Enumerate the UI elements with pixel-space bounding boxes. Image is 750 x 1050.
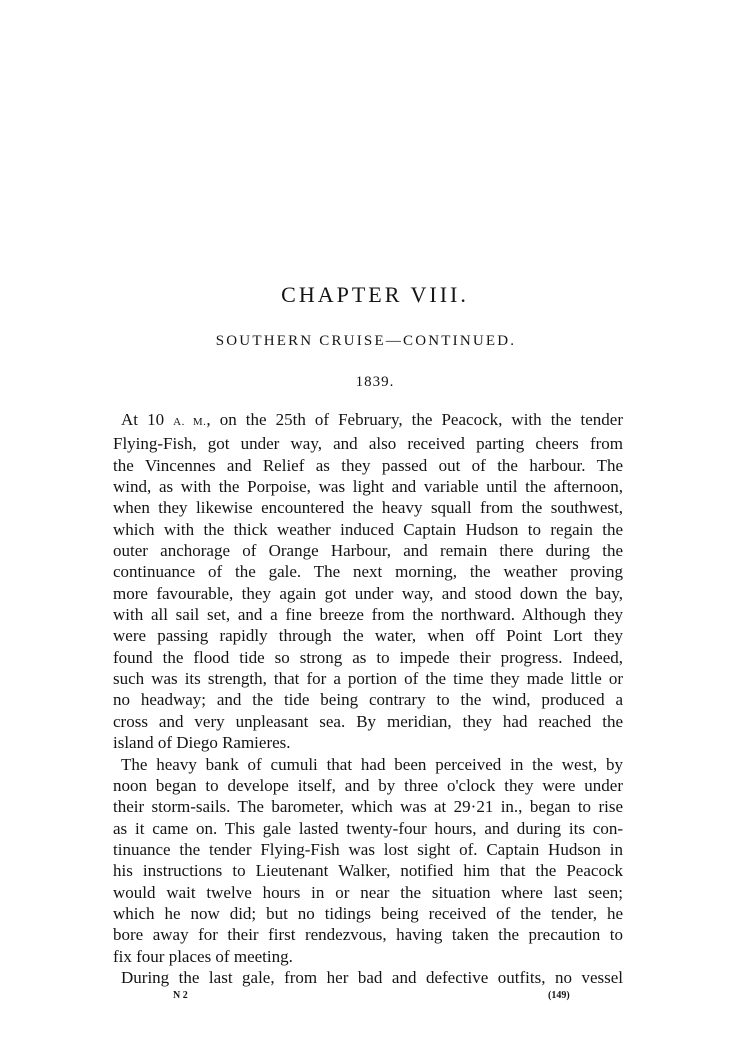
signature-mark: N 2 — [173, 990, 188, 1001]
chapter-title: CHAPTER VIII. — [281, 282, 469, 307]
text-line: the Vincennes and Relief as they passed out of the harbour. The — [113, 455, 623, 475]
text-line: noon began to develope itself, and by three o'clock they were under — [113, 775, 623, 795]
chapter-subtitle: SOUTHERN CRUISE—CONTINUED. — [215, 333, 517, 349]
text-line: wind, as with the Porpoise, was light and variable until the afternoon, — [113, 477, 623, 497]
text-line: found the flood tide so strong as to impede their progress. Indeed, — [113, 647, 623, 667]
text-line: continuance of the gale. The next morning, the weather proving — [113, 562, 623, 582]
text-line: bore away for their first rendezvous, having taken the precaution to — [113, 925, 623, 945]
text-line — [113, 409, 623, 433]
paragraph-2 — [113, 754, 623, 967]
text-line: such was its strength, that for a portion of the time they made little or — [113, 669, 623, 689]
text-line: which with the thick weather induced Captain Hudson to regain the — [113, 519, 623, 539]
text-line: no headway; and the tide being contrary to the wind, produced a — [113, 690, 623, 710]
text-line: more favourable, they again got under way, and stood down the bay, — [113, 583, 623, 603]
lead-initial: At — [121, 410, 138, 429]
text-line: which he now did; but no tidings being received of the tender, he — [113, 903, 623, 923]
chapter-year: 1839. — [355, 374, 395, 390]
text-line: as it came on. This gale lasted twenty-four hours, and during its con- — [113, 818, 623, 838]
text-line: tinuance the tender Flying-Fish was lost sight of. Captain Hudson in — [113, 839, 623, 859]
text-line: with all sail set, and a fine breeze from the northward. Although they — [113, 605, 623, 625]
text-line: their storm-sails. The barometer, which was at 29·21 in., began to rise — [113, 797, 623, 817]
paragraph-3 — [113, 967, 623, 988]
text-line: During the last gale, from her bad and defective outfits, no vessel — [121, 967, 623, 987]
lead-smallcaps: A. M. — [173, 416, 207, 428]
text-line: were passing rapidly through the water, when off Point Lort they — [113, 626, 623, 646]
lead-number: 10 — [147, 410, 165, 429]
text-line: would wait twelve hours in or near the situation where last seen; — [113, 882, 623, 902]
text-line: Flying-Fish, got under way, and also received parting cheers from — [113, 434, 623, 454]
page-number: (149) — [548, 990, 570, 1001]
text-line: cross and very unpleasant sea. By meridian, they had reached the — [113, 711, 623, 731]
paragraph-1 — [113, 409, 623, 754]
text-line: outer anchorage of Orange Harbour, and remain there during the — [113, 541, 623, 561]
page-footer — [0, 990, 750, 1006]
line-text: , on the 25th of February, the Peacock, with the tender — [206, 410, 623, 429]
text-line: when they likewise encountered the heavy squall from the southwest, — [113, 498, 623, 518]
body-text — [113, 409, 623, 988]
text-line: The heavy bank of cumuli that had been perceived in the west, by — [121, 754, 623, 774]
text-line: island of Diego Ramieres. — [113, 733, 291, 753]
text-line: fix four places of meeting. — [113, 946, 293, 966]
text-line: his instructions to Lieutenant Walker, notified him that the Peacock — [113, 861, 623, 881]
